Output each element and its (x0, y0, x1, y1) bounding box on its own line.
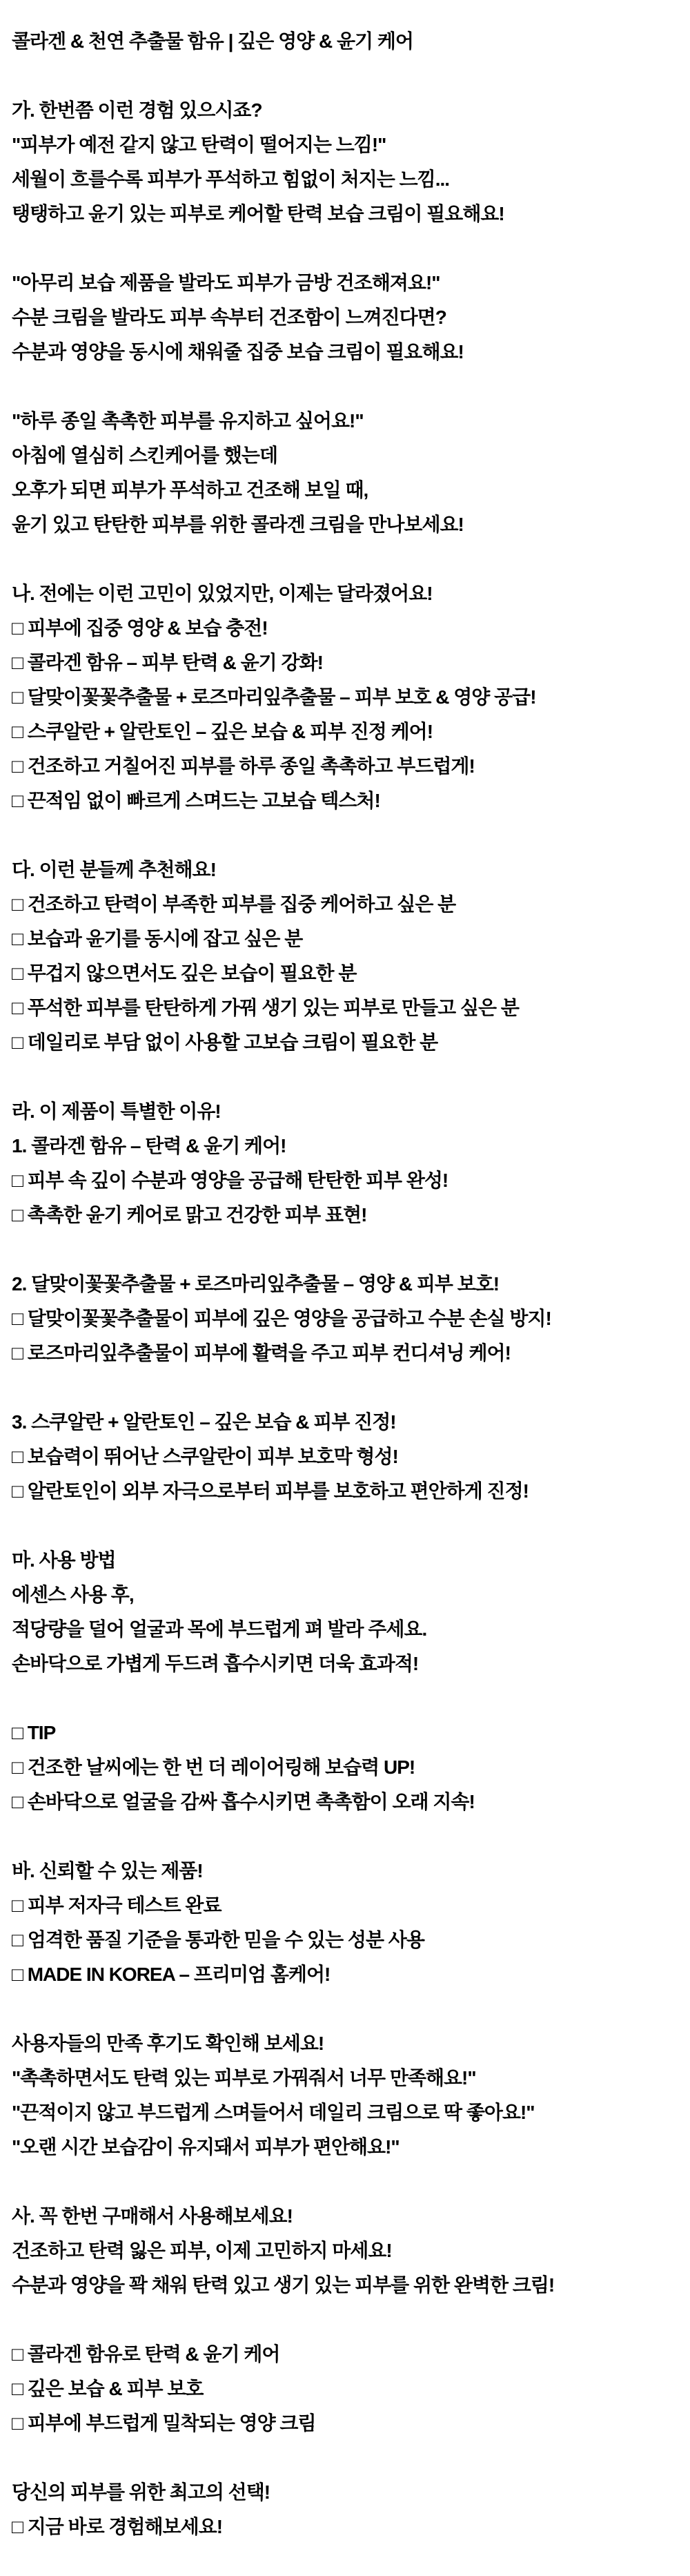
text-line: □ 엄격한 품질 기준을 통과한 믿을 수 있는 성분 사용 (12, 1929, 424, 1950)
text-line: 세월이 흐를수록 피부가 푸석하고 힘없이 처지는 느낌... (12, 168, 450, 190)
text-line: 3. 스쿠알란 + 알란토인 – 깊은 보습 & 피부 진정! (12, 1411, 396, 1433)
text-line: □ 보습과 윤기를 동시에 잡고 싶은 분 (12, 928, 303, 949)
text-line: 손바닥으로 가볍게 두드려 흡수시키면 더욱 효과적! (12, 1653, 419, 1674)
text-line: □ 건조하고 탄력이 부족한 피부를 집중 케어하고 싶은 분 (12, 893, 456, 915)
text-line: 바. 신뢰할 수 있는 제품! (12, 1860, 203, 1881)
text-line: 다. 이런 분들께 추천해요! (12, 859, 216, 880)
text-line: □ 푸석한 피부를 탄탄하게 가꿔 생기 있는 피부로 만들고 싶은 분 (12, 997, 519, 1018)
text-line: □ 피부 저자극 테스트 완료 (12, 1895, 221, 1916)
text-line: "피부가 예전 같지 않고 탄력이 떨어지는 느낌!" (12, 134, 386, 155)
text-line: □ 건조한 날씨에는 한 번 더 레이어링해 보습력 UP! (12, 1756, 415, 1778)
paragraph (12, 2199, 671, 2303)
text-line: □ 콜라겐 함유 – 피부 탄력 & 윤기 강화! (12, 652, 323, 673)
text-line: 탱탱하고 윤기 있는 피부로 케어할 탄력 보습 크림이 필요해요! (12, 203, 504, 224)
text-line: 나. 전에는 이런 고민이 있었지만, 이제는 달라졌어요! (12, 583, 433, 604)
text-line: 적당량을 덜어 얼굴과 목에 부드럽게 펴 발라 주세요. (12, 1618, 427, 1640)
text-line: "오랜 시간 보습감이 유지돼서 피부가 편안해요!" (12, 2136, 400, 2158)
text-line: □ 로즈마리잎추출물이 피부에 활력을 주고 피부 컨디셔닝 케어! (12, 1342, 511, 1364)
text-line: 사. 꼭 한번 구매해서 사용해보세요! (12, 2205, 293, 2227)
text-line: □ 깊은 보습 & 피부 보호 (12, 2378, 204, 2399)
text-line: 에센스 사용 후, (12, 1584, 134, 1605)
paragraph (12, 2475, 671, 2544)
paragraph (12, 577, 671, 818)
text-line: □ 데일리로 부담 없이 사용할 고보습 크림이 필요한 분 (12, 1032, 438, 1053)
text-line: □ MADE IN KOREA – 프리미엄 홈케어! (12, 1964, 331, 1985)
text-line: 당신의 피부를 위한 최고의 선택! (12, 2481, 270, 2503)
paragraph (12, 1405, 671, 1509)
text-line: "아무리 보습 제품을 발라도 피부가 금방 건조해져요!" (12, 272, 440, 293)
text-line: □ 피부에 집중 영양 & 보습 충전! (12, 617, 268, 639)
paragraph (12, 2026, 671, 2165)
text-line: □ 손바닥으로 얼굴을 감싸 흡수시키면 촉촉함이 오래 지속! (12, 1791, 475, 1812)
text-line: □ 스쿠알란 + 알란토인 – 깊은 보습 & 피부 진정 케어! (12, 721, 433, 742)
text-line: □ 보습력이 뛰어난 스쿠알란이 피부 보호막 형성! (12, 1446, 398, 1467)
text-line: "촉촉하면서도 탄력 있는 피부로 가꿔줘서 너무 만족해요!" (12, 2067, 476, 2089)
paragraph (12, 24, 671, 59)
text-line: □ 무겁지 않으면서도 깊은 보습이 필요한 분 (12, 962, 357, 984)
text-line: 건조하고 탄력 잃은 피부, 이제 고민하지 마세요! (12, 2240, 392, 2261)
text-line: □ TIP (12, 1722, 56, 1743)
text-line: "끈적이지 않고 부드럽게 스며들어서 데일리 크림으로 딱 좋아요!" (12, 2102, 535, 2123)
text-line: "하루 종일 촉촉한 피부를 유지하고 싶어요!" (12, 410, 364, 432)
text-line: 수분 크림을 발라도 피부 속부터 건조함이 느껴진다면? (12, 307, 446, 328)
text-line: □ 피부 속 깊이 수분과 영양을 공급해 탄탄한 피부 완성! (12, 1170, 448, 1191)
paragraph (12, 1543, 671, 1681)
text-line: 2. 달맞이꽃꽃추출물 + 로즈마리잎추출물 – 영양 & 피부 보호! (12, 1273, 500, 1295)
paragraph (12, 266, 671, 369)
paragraph (12, 404, 671, 542)
paragraph (12, 1854, 671, 1992)
paragraph (12, 1094, 671, 1232)
text-line: 윤기 있고 탄탄한 피부를 위한 콜라겐 크림을 만나보세요! (12, 514, 464, 535)
paragraph (12, 2337, 671, 2441)
text-line: 마. 사용 방법 (12, 1549, 116, 1571)
text-line: 1. 콜라겐 함유 – 탄력 & 윤기 케어! (12, 1135, 286, 1156)
text-line: 수분과 영양을 동시에 채워줄 집중 보습 크림이 필요해요! (12, 341, 464, 362)
text-line: 아침에 열심히 스킨케어를 했는데 (12, 445, 278, 466)
text-line: □ 콜라겐 함유로 탄력 & 윤기 케어 (12, 2343, 280, 2365)
text-line: □ 알란토인이 외부 자극으로부터 피부를 보호하고 편안하게 진정! (12, 1480, 529, 1502)
text-line: □ 건조하고 거칠어진 피부를 하루 종일 촉촉하고 부드럽게! (12, 755, 475, 777)
text-line: □ 촉촉한 윤기 케어로 맑고 건강한 피부 표현! (12, 1204, 367, 1226)
text-line: □ 지금 바로 경험해보세요! (12, 2516, 223, 2537)
paragraph (12, 1716, 671, 1819)
text-line: 라. 이 제품이 특별한 이유! (12, 1101, 221, 1122)
text-line: 사용자들의 만족 후기도 확인해 보세요! (12, 2033, 324, 2054)
text-line: □ 달맞이꽃꽃추출물이 피부에 깊은 영양을 공급하고 수분 손실 방지! (12, 1308, 551, 1329)
paragraph (12, 853, 671, 1060)
document-title: 콜라겐 & 천연 추출물 함유 | 깊은 영양 & 윤기 케어 (12, 30, 413, 52)
text-line: 수분과 영양을 꽉 채워 탄력 있고 생기 있는 피부를 위한 완벽한 크림! (12, 2274, 555, 2296)
text-line: □ 달맞이꽃꽃추출물 + 로즈마리잎추출물 – 피부 보호 & 영양 공급! (12, 686, 536, 708)
paragraph (12, 1267, 671, 1371)
text-line: 가. 한번쯤 이런 경험 있으시죠? (12, 99, 262, 121)
text-line: □ 끈적임 없이 빠르게 스며드는 고보습 텍스처! (12, 790, 380, 811)
text-line: □ 피부에 부드럽게 밀착되는 영양 크림 (12, 2412, 316, 2434)
text-line: 오후가 되면 피부가 푸석하고 건조해 보일 때, (12, 479, 368, 501)
paragraph (12, 93, 671, 231)
